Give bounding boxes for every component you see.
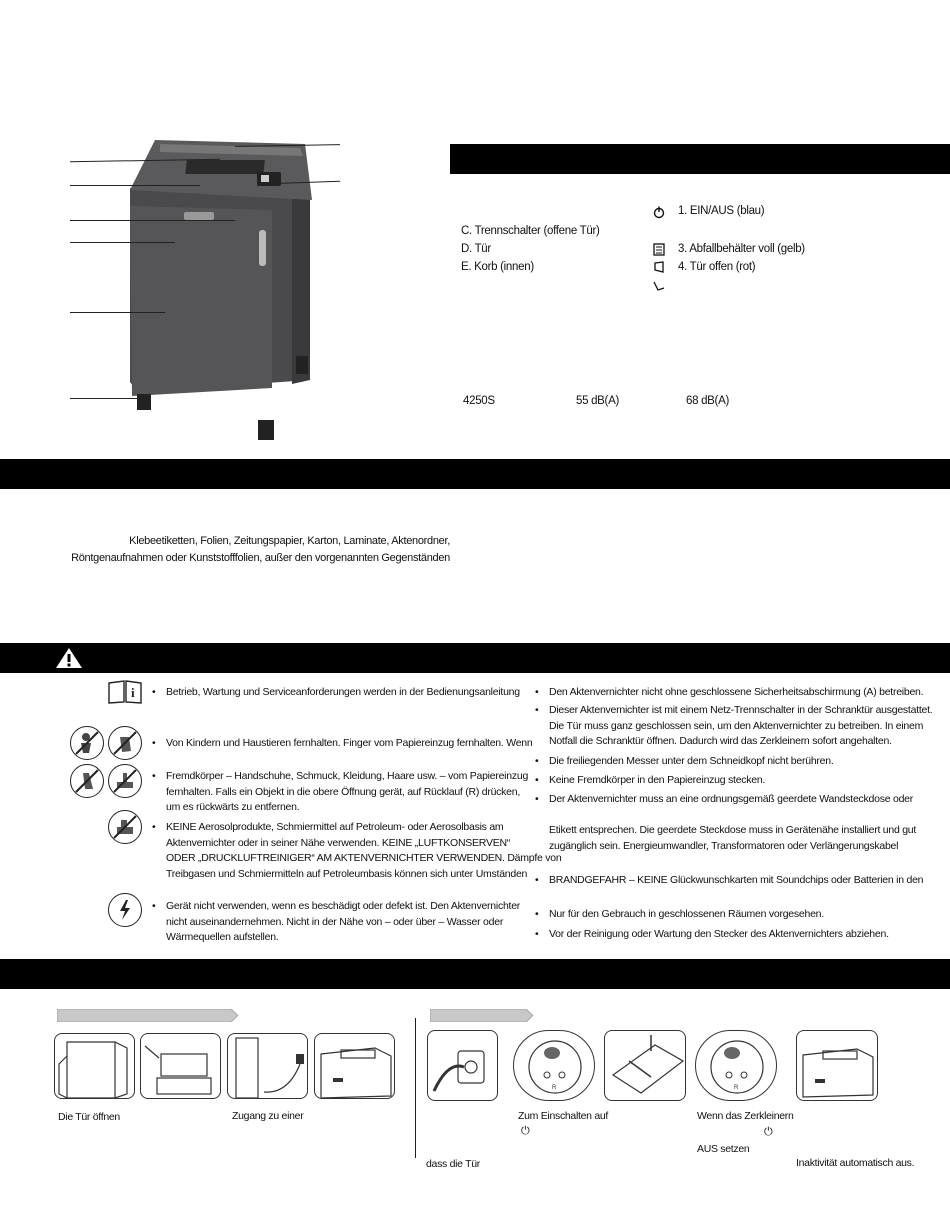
bullet: • [535, 704, 539, 716]
safety-line: Notfall die Schranktür öffnen. Dadurch wird das Zerkleinern sofort angehalten. [549, 735, 892, 747]
power-icon [652, 202, 672, 220]
safety-line: KEINE Aerosolprodukte, Schmiermittel auf Petroleum- oder Aerosolbasis am [166, 821, 504, 833]
safety-line: Die freiliegenden Messer unter dem Schneidkopf nicht berühren. [549, 755, 834, 767]
materials-text [0, 533, 450, 567]
safety-line: Fremdkörper – Handschuhe, Schmuck, Kleidung, Haare usw. – vom Papiereinzug [166, 770, 529, 782]
caption-access: Zugang zu einer [232, 1110, 304, 1122]
safety-line: Dieser Aktenvernichter ist mit einem Netz-Trennschalter in der Schranktür ausgestattet. [549, 704, 933, 716]
bullet: • [535, 755, 539, 767]
electric-shock-icon [108, 893, 142, 927]
header-band-top [450, 144, 950, 174]
caption-off-1: Wenn das Zerkleinern [697, 1110, 794, 1122]
safety-line: Von Kindern und Haustieren fernhalten. Finger vom Papiereinzug fernhalten. Wenn [166, 737, 533, 749]
noise-value-1: 55 dB(A) [576, 395, 619, 407]
caption-auto-off: Inaktivität automatisch aus. [796, 1157, 915, 1169]
caption-door-open: Die Tür öffnen [58, 1111, 120, 1123]
svg-text:R: R [552, 1085, 557, 1091]
section-band-steps [0, 959, 950, 989]
bullet: • [535, 774, 539, 786]
bullet: • [535, 874, 539, 886]
caption-off-3: AUS setzen [697, 1143, 750, 1155]
no-tie-icon [70, 764, 104, 798]
safety-item [152, 736, 533, 752]
caption-power-symbol: ⏻ [521, 1124, 530, 1137]
caption-switch-on: Zum Einschalten auf [518, 1110, 609, 1122]
bullet: • [152, 770, 156, 782]
step-image-access [140, 1033, 221, 1099]
safety-line: Der Aktenvernichter muss an eine ordnungsgemäß geerdete Wandsteckdose oder [549, 793, 913, 805]
safety-list-left [152, 685, 562, 950]
step-image-outlet [427, 1030, 498, 1101]
bullet: • [152, 737, 156, 749]
bullet: • [152, 821, 156, 833]
step-image-press-off [695, 1030, 777, 1101]
safety-item [535, 703, 945, 750]
safety-line: Etikett entsprechen. Die geerdete Steckdose muss in Gerätenähe installiert und gut [549, 824, 917, 836]
svg-text:R: R [734, 1085, 739, 1091]
step-image-done [796, 1030, 878, 1101]
caption-door-close: dass die Tür [426, 1158, 480, 1170]
leader-line [70, 312, 165, 313]
section-band-safety [0, 643, 950, 673]
bullet: • [535, 686, 539, 698]
safety-line: Betrieb, Wartung und Serviceanforderungen werden in der Bedienungsanleitung [166, 686, 520, 698]
safety-line: ODER „DRUCKLUFTREINIGER“ AM AKTENVERNICHTER VERWENDEN. Dämpfe von [166, 852, 562, 864]
safety-list-right [535, 685, 945, 950]
safety-line: Gerät nicht verwenden, wenn es beschädigt oder defekt ist. Den Aktenvernichter [166, 900, 521, 912]
leader-line [70, 220, 235, 221]
safety-item [152, 685, 522, 701]
step-image-plug [227, 1033, 308, 1099]
safety-line: um es rückwärts zu entfernen. [166, 801, 300, 813]
caption-power-symbol: ⏻ [764, 1125, 773, 1138]
legend-item: 1. EIN/AUS (blau) [678, 205, 765, 217]
leader-line [70, 242, 175, 243]
safety-line: Vor der Reinigung oder Wartung den Stecker des Aktenvernichters abziehen. [549, 928, 889, 940]
safety-line: Nur für den Gebrauch in geschlossenen Räumen vorgesehen. [549, 908, 824, 920]
safety-line: nicht auseinandernehmen. Nicht in der Nähe von – oder über – Wasser oder [166, 915, 504, 928]
bin-full-icon [652, 240, 672, 258]
safety-line: Den Aktenvernichter nicht ohne geschlossene Sicherheitsabschirmung (A) betreiben. [549, 686, 924, 698]
no-aerosol-icon [108, 810, 142, 844]
step-image-press-on [513, 1030, 595, 1101]
bullet: • [535, 928, 539, 940]
safety-item [152, 769, 529, 816]
model-cell: 4250S [463, 395, 495, 407]
safety-line: Aktenvernichter oder in seiner Nähe verwenden. KEINE „LUFTKONSERVEN“ [166, 836, 511, 849]
leader-line [70, 185, 200, 186]
manual-icon [108, 680, 142, 709]
leader-line [70, 398, 140, 399]
safety-line: fernhalten. Falls ein Objekt in die obere Öffnung gerät, auf Rücklauf (R) drücken, [166, 785, 521, 798]
bullet: • [152, 686, 156, 698]
no-children-icon [70, 726, 104, 760]
bullet: • [535, 793, 539, 805]
safety-item [535, 792, 945, 808]
safety-item [152, 899, 522, 946]
safety-line: zugänglich sein. Energieumwandler, Transformatoren oder Verlängerungskabel [549, 839, 899, 852]
safety-line: Die Tür muss ganz geschlossen sein, um den Aktenvernichter zu betreiben. In einem [549, 719, 924, 732]
legend-item: 4. Tür offen (rot) [678, 261, 756, 273]
safety-item [535, 754, 945, 770]
legend-item: C. Trennschalter (offene Tür) [461, 225, 600, 237]
safety-item [535, 685, 945, 701]
safety-item [152, 820, 562, 882]
reverse-icon [652, 278, 672, 296]
safety-item [535, 873, 945, 889]
step-arrow-left [57, 1009, 239, 1022]
no-jewelry-icon [108, 764, 142, 798]
safety-item [535, 773, 945, 789]
step-image-door-open [54, 1033, 135, 1099]
safety-line: Treibgasen und Schmiermitteln auf Petroleumbasis können sich unter Umständen [166, 867, 528, 880]
step-arrow-right [430, 1009, 534, 1022]
legend-item: E. Korb (innen) [461, 261, 534, 273]
safety-line: BRANDGEFAHR – KEINE Glückwunschkarten mit Soundchips oder Batterien in den [549, 874, 924, 886]
noise-value-2: 68 dB(A) [686, 395, 729, 407]
noise-table [463, 395, 763, 411]
bullet: • [152, 900, 156, 912]
door-open-icon [652, 258, 672, 276]
bullet: • [535, 908, 539, 920]
safety-line: Wärmequellen aufstellen. [166, 931, 279, 943]
no-hand-icon [108, 726, 142, 760]
materials-line: Röntgenaufnahmen oder Kunststofffolien, außer den vorgenannten Gegenständen [71, 552, 450, 564]
section-band-materials [0, 459, 950, 489]
materials-line: Klebeetiketten, Folien, Zeitungspapier, Karton, Laminate, Aktenordner, [129, 535, 450, 547]
svg-text:i: i [131, 685, 135, 700]
step-image-closed [314, 1033, 395, 1099]
safety-item [535, 823, 945, 854]
legend-item: D. Tür [461, 243, 491, 255]
warning-triangle-icon [55, 647, 83, 674]
safety-line: Keine Fremdkörper in den Papiereinzug stecken. [549, 774, 766, 786]
step-divider [415, 1018, 416, 1158]
safety-item [535, 927, 945, 943]
safety-item [535, 907, 945, 923]
legend-left [461, 222, 600, 276]
step-image-feed [604, 1030, 686, 1101]
legend-item: 3. Abfallbehälter voll (gelb) [678, 243, 805, 255]
